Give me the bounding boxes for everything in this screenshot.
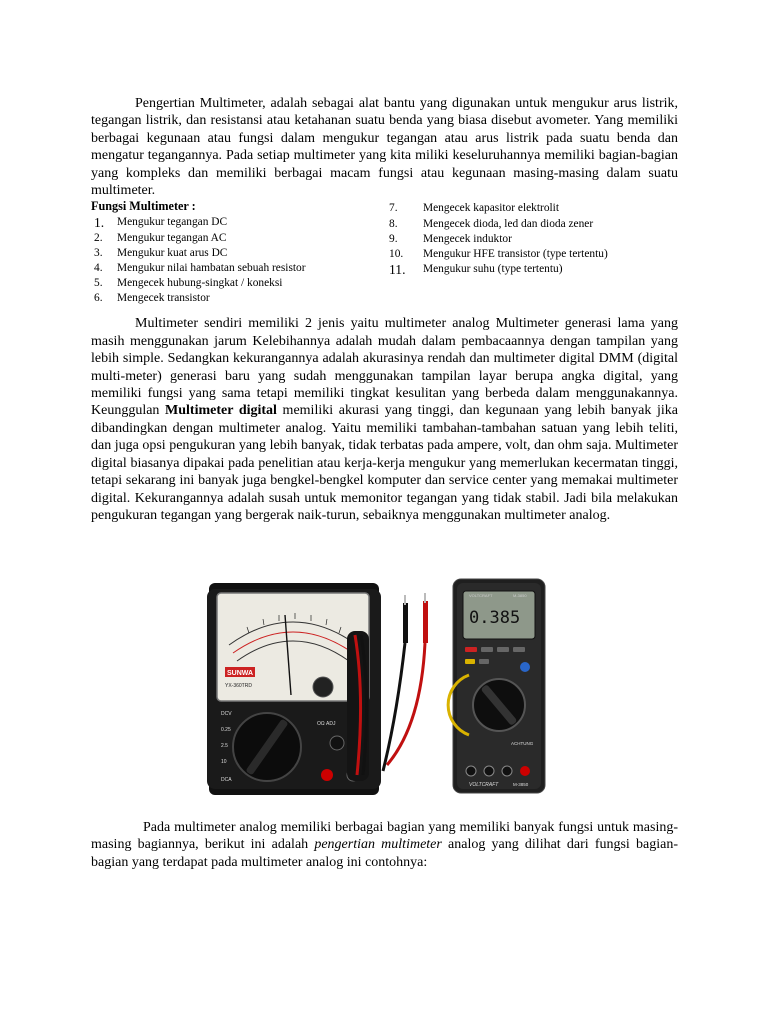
list-item: 11. Mengukur suhu (type tertentu) — [389, 262, 563, 278]
probe-leads — [383, 593, 428, 771]
analog-model: YX-360TRD — [225, 683, 252, 689]
svg-text:10: 10 — [221, 759, 227, 765]
svg-text:DCA: DCA — [221, 777, 232, 783]
list-item: 8. Mengecek dioda, led dan dioda zener — [389, 217, 594, 230]
paragraph-types: Multimeter sendiri memiliki 2 jenis yaitu multimeter analog Multimeter generasi lama yang masih menggunakan jarum Kelebihannya adalah mudah dalam pembacaannya dengan tampilan yang lebih simple. Sedangkan kekurangannya adalah akurasinya rendah dan multimeter digital DMM (digital multi-meter) generasi baru yang sudah menggunakan tampilan layar berupa angka digital, yang memiliki fungsi yang sama tetapi memiliki tingkat kesulitan yang berbeda dalam menggunakannya. Keunggulan Multimeter digital memiliki akurasi yang tinggi, dan kegunaan yang lebih banyak jika dibandingkan dengan multimeter analog. Yaitu memiliki tambahan-tambahan satuan yang lebih teliti, dan juga opsi pengukuran yang lebih banyak, tidak terbatas pada ampere, volt, dan ohm saja. Multimeter digital biasanya dipakai pada penelitian atau kerja-kerja mengukur yang memerlukan kecermatan tinggi, tetapi sekarang ini banyak juga bengkel-bengkel komputer dan service center yang memakai multimeter digital. Kekurangannya adalah susah untuk memonitor tegangan yang tidak stabil. Jadi bila melakukan pengukuran tegangan yang bergerak naik-turun, sebaiknya menggunakan multimeter analog. — [91, 316, 678, 523]
list-item: 9. Mengecek induktor — [389, 232, 512, 245]
svg-text:0.25: 0.25 — [221, 727, 231, 733]
list-item: 10. Mengukur HFE transistor (type tertentu) — [389, 248, 608, 261]
digital-brand: VOLTCRAFT — [469, 593, 493, 598]
list-item: 4. Mengukur nilai hambatan sebuah resistor — [94, 262, 306, 275]
svg-text:DCV: DCV — [221, 711, 232, 717]
paragraph-parts: Pada multimeter analog memiliki berbagai bagian yang memiliki banyak fungsi untuk masing-masing bagiannya, berikut ini adalah pengertian multimeter analog yang dilihat dari fungsi bagian-bagian yang terdapat pada multimeter analog ini contohnya: — [91, 820, 678, 870]
section-heading: Fungsi Multimeter : — [91, 199, 196, 214]
analog-brand: SUNWA — [227, 670, 254, 677]
list-item: 5. Mengecek hubung-singkat / koneksi — [94, 277, 283, 290]
function-list-left — [91, 215, 381, 306]
function-list-right — [389, 201, 689, 277]
svg-text:ACHTUNG: ACHTUNG — [511, 741, 534, 746]
list-item: 7. Mengecek kapasitor elektrolit — [389, 202, 560, 215]
document-page — [91, 95, 678, 524]
bold-term: Multimeter digital — [165, 403, 277, 419]
svg-text:2.5: 2.5 — [221, 743, 228, 749]
list-item: 6. Mengecek transistor — [94, 292, 210, 305]
digital-brand-bottom: VOLTCRAFT — [469, 782, 499, 788]
list-item: 3. Mengukur kuat arus DC — [94, 246, 228, 259]
digital-model-bottom: M-3850 — [513, 782, 529, 787]
paragraph-intro: Pengertian Multimeter, adalah sebagai alat bantu yang digunakan untuk mengukur arus listrik, tegangan listrik, dan resistansi atau ketahanan suatu benda yang biasa disebut avometer. Yang memiliki berbagai kegunaan atau fungsi dalam mengukur tegangan atau arus listrik pada suatu benda dan mengatur tegangannya. Pada setiap multimeter yang kita miliki keseluruhannya memiliki bagian-bagian yang kompleks dan memiliki berbagai macam fungsi atau kegunaan masing-masing dalam suatu multimeter. — [91, 96, 678, 199]
digital-reading: 0.385 — [469, 608, 521, 628]
italic-term: pengertian multimeter — [314, 837, 442, 853]
digital-multimeter — [448, 579, 545, 793]
multimeter-photo — [207, 575, 547, 797]
list-item: 1. Mengukur tegangan DC — [94, 215, 228, 231]
list-item: 2. Mengukur tegangan AC — [94, 231, 227, 244]
digital-model: M-3850 — [513, 593, 527, 598]
svg-text:OΩ ADJ: OΩ ADJ — [317, 721, 336, 727]
analog-multimeter — [207, 583, 381, 795]
document-page-bottom — [91, 819, 678, 871]
